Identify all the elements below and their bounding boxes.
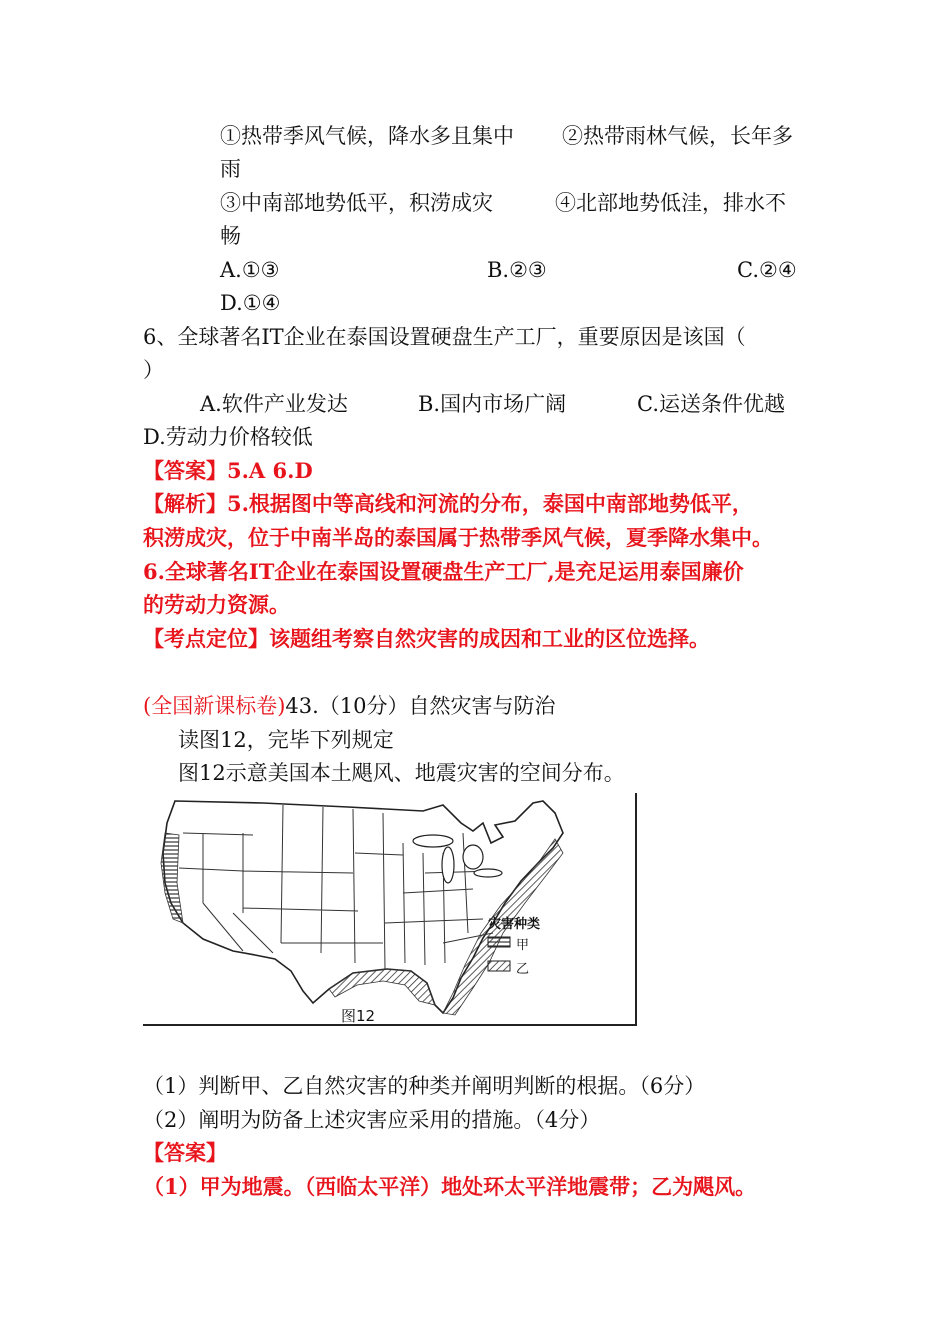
kaodian-line: 【考点定位】该题组考察自然灾害的成因和工业的区位选择。 bbox=[143, 626, 710, 651]
q43-title: 43.（10分）自然灾害与防治 bbox=[285, 694, 556, 718]
q5-option-3: ③中南部地势低平，积涝成灾 bbox=[220, 191, 493, 215]
q5-choice-d: D.①④ bbox=[220, 291, 281, 315]
kaodian-label: 【考点定位】 bbox=[143, 626, 269, 651]
usa-hazard-map bbox=[143, 793, 637, 1026]
q6-choice-a: A.软件产业发达 bbox=[200, 392, 348, 416]
q43-subquestion-1: （1）判断甲、乙自然灾害的种类并阐明判断的根据。（6分） bbox=[143, 1074, 706, 1098]
usa-map-svg bbox=[143, 793, 637, 1026]
legend-jia-label: 甲 bbox=[516, 938, 530, 953]
analysis-line-2: 积涝成灾，位于中南半岛的泰国属于热带季风气候，夏季降水集中。 bbox=[143, 525, 773, 550]
answer-2-line-1: （1）甲为地震。（西临太平洋）地处环太平洋地震带；乙为飓风。 bbox=[143, 1174, 757, 1199]
legend-yi-label: 乙 bbox=[516, 962, 530, 977]
q43-instruction-1: 读图12，完毕下列规定 bbox=[178, 728, 394, 752]
q6-choice-b: B.国内市场广阔 bbox=[418, 392, 567, 416]
q5-choice-b: B.②③ bbox=[487, 258, 547, 282]
answer-block-1 bbox=[143, 456, 313, 486]
q5-choice-c: C.②④ bbox=[737, 258, 797, 282]
q43-instruction-2: 图12示意美国本土飓风、地震灾害的空间分布。 bbox=[178, 761, 625, 785]
q5-option-2-wrap: 雨 bbox=[220, 157, 241, 181]
legend-yi-swatch bbox=[488, 961, 510, 971]
answer-text: 5.A 6.D bbox=[227, 458, 313, 483]
q5-option-4: ④北部地势低洼，排水不 bbox=[555, 191, 786, 215]
analysis-line-1: 【解析】5.根据图中等高线和河流的分布，泰国中南部地势低平， bbox=[143, 491, 753, 516]
analysis-line-4: 的劳动力资源。 bbox=[143, 592, 290, 617]
q5-option-2: ②热带雨林气候，长年多 bbox=[562, 124, 793, 148]
q43-source: (全国新课标卷) bbox=[143, 694, 286, 718]
answer-label-2: 【答案】 bbox=[143, 1140, 227, 1165]
q43-subquestion-2: （2）阐明为防备上述灾害应采用的措施。（4分） bbox=[143, 1108, 601, 1132]
q5-option-4-wrap: 畅 bbox=[220, 224, 241, 248]
q5-option-1: ①热带季风气候，降水多且集中 bbox=[220, 124, 514, 148]
answer-label: 【答案】 bbox=[143, 458, 227, 483]
q6-stem-wrap: ） bbox=[143, 358, 164, 382]
legend-jia-swatch bbox=[488, 937, 510, 947]
q6-choice-d: D.劳动力价格较低 bbox=[143, 425, 313, 449]
analysis-label: 【解析】 bbox=[143, 491, 227, 516]
map-caption: 图12 bbox=[341, 1007, 376, 1025]
q43-header bbox=[143, 691, 556, 721]
q5-choice-a: A.①③ bbox=[220, 258, 280, 282]
analysis-line-3: 6.全球著名IT企业在泰国设置硬盘生产工厂,是充足运用泰国廉价 bbox=[143, 559, 744, 584]
q6-choice-c: C.运送条件优越 bbox=[637, 392, 785, 416]
legend-title: 灾害种类 bbox=[488, 917, 541, 932]
q6-stem: 6、全球著名IT企业在泰国设置硬盘生产工厂，重要原因是该国（ bbox=[143, 325, 746, 349]
